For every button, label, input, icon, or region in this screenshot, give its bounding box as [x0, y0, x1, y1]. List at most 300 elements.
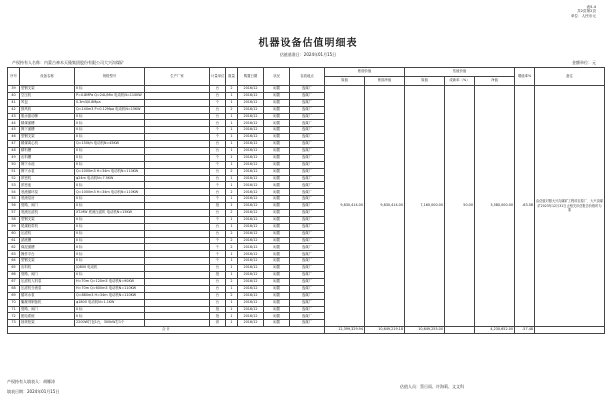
row-seq: 70 [8, 299, 20, 306]
total-est-rate [445, 327, 475, 334]
row-location: 选煤厂 [290, 134, 325, 141]
row-maker [145, 134, 210, 141]
row-unit: 个 [210, 99, 226, 106]
row-spec: II 标 [75, 86, 145, 93]
row-location: 选煤厂 [290, 154, 325, 161]
row-unit: 个 [210, 182, 226, 189]
row-location: 选煤厂 [290, 161, 325, 168]
row-maker [145, 127, 210, 134]
row-unit: 台 [210, 106, 226, 113]
amount-unit: 金额单位：元 [572, 60, 596, 65]
row-spec: H=70m Q=120m3 电动机N=90KW [75, 278, 145, 285]
row-unit: 台 [210, 223, 226, 230]
row-spec: II 标 [75, 161, 145, 168]
row-location: 选煤厂 [290, 148, 325, 155]
row-spec: II 标 [75, 230, 145, 237]
row-qty: 1 [226, 285, 238, 292]
col-date: 购置日期 [238, 68, 264, 86]
row-maker [145, 216, 210, 223]
row-name: 压滤机入料泵 [20, 278, 75, 285]
row-seq: 59 [8, 223, 20, 230]
row-maker [145, 320, 210, 327]
row-status: 闲置 [264, 258, 290, 265]
row-qty: 1 [226, 120, 238, 127]
row-unit: 台 [210, 148, 226, 155]
row-date: 2016/12 [238, 265, 264, 272]
row-date: 2016/12 [238, 196, 264, 203]
row-spec: II 标 [75, 148, 145, 155]
row-maker [145, 313, 210, 320]
row-name: 循环水泵 [20, 292, 75, 299]
row-maker [145, 148, 210, 155]
row-status: 闲置 [264, 86, 290, 93]
row-date: 2016/12 [238, 141, 264, 148]
row-spec: II 标 [75, 272, 145, 279]
row-seq: 56 [8, 203, 20, 210]
row-seq: 48 [8, 148, 20, 155]
row-maker [145, 106, 210, 113]
valuers: 估值人员：蔡日雨、许海莉、文文科 [400, 384, 464, 389]
row-qty: 1 [226, 161, 238, 168]
row-qty: 1 [226, 99, 238, 106]
row-unit: 批 [210, 203, 226, 210]
row-seq: 64 [8, 258, 20, 265]
fill-date: 填表日期：2024年01月15日 [7, 389, 60, 394]
row-location: 选煤厂 [290, 278, 325, 285]
row-spec: II 标 [75, 196, 145, 203]
row-maker [145, 182, 210, 189]
row-maker [145, 168, 210, 175]
row-location: 选煤厂 [290, 258, 325, 265]
row-spec: II 标 [75, 120, 145, 127]
row-seq: 69 [8, 292, 20, 299]
row-seq: 44 [8, 120, 20, 127]
row-status: 闲置 [264, 99, 290, 106]
row-status: 闲置 [264, 154, 290, 161]
row-status: 闲置 [264, 168, 290, 175]
row-date: 2016/12 [238, 106, 264, 113]
row-date: 2016/12 [238, 182, 264, 189]
row-date: 2016/12 [238, 154, 264, 161]
row-unit: 个 [210, 237, 226, 244]
row-seq: 53 [8, 182, 20, 189]
row-maker [145, 113, 210, 120]
total-est-net: 4,230,652.00 [475, 327, 515, 334]
row-seq: 68 [8, 285, 20, 292]
row-unit: 套 [210, 320, 226, 327]
col-book-net: 账面净值 [365, 77, 405, 86]
row-seq: 57 [8, 210, 20, 217]
row-location: 选煤厂 [290, 244, 325, 251]
row-status: 闲置 [264, 148, 290, 155]
group-est-rate: 50.00 [445, 86, 475, 327]
row-maker [145, 161, 210, 168]
row-status: 闲置 [264, 251, 290, 258]
row-unit: 个 [210, 244, 226, 251]
row-seq: 52 [8, 175, 20, 182]
row-unit: 台 [210, 230, 226, 237]
row-name: 压滤机分流泵 [20, 285, 75, 292]
row-date: 2016/12 [238, 210, 264, 217]
row-location: 选煤厂 [290, 92, 325, 99]
company-line: 产权持有人名称：内蒙古神木天隆集团股份有限公司大兴沟煤矿 [12, 60, 124, 65]
row-qty: 2 [226, 106, 238, 113]
col-seq: 序号 [8, 68, 20, 86]
row-qty: 1 [226, 216, 238, 223]
row-maker [145, 299, 210, 306]
row-name: 管路、阀门 [20, 203, 75, 210]
row-status: 闲置 [264, 196, 290, 203]
row-date: 2016/12 [238, 285, 264, 292]
row-status: 闲置 [264, 278, 290, 285]
row-status: 闲置 [264, 210, 290, 217]
row-maker [145, 278, 210, 285]
row-maker [145, 223, 210, 230]
group-est-net: 3,580,000.00 [475, 86, 515, 327]
row-status: 闲置 [264, 203, 290, 210]
row-maker [145, 210, 210, 217]
total-diff: -57.48 [515, 327, 535, 334]
row-seq: 66 [8, 272, 20, 279]
total-label: 合 计 [8, 327, 325, 334]
row-name: 鼓风机 [20, 106, 75, 113]
row-unit: 台 [210, 278, 226, 285]
valuation-date: 估值基准日：2024年01月15日 [279, 52, 337, 57]
col-est-orig: 原值 [405, 77, 445, 86]
col-book-orig: 原值 [325, 77, 365, 86]
row-location: 选煤厂 [290, 168, 325, 175]
row-unit: 个 [210, 251, 226, 258]
row-spec: Q=1000m3 H=34m 电动机N=110KW [75, 168, 145, 175]
col-qty: 数量 [226, 68, 238, 86]
row-name: 精料槽 [20, 148, 75, 155]
row-location: 选煤厂 [290, 285, 325, 292]
row-date: 2016/12 [238, 272, 264, 279]
row-spec: φ24m 电动机N=7.5KW [75, 175, 145, 182]
row-unit: 个 [210, 196, 226, 203]
row-status: 闲置 [264, 175, 290, 182]
row-status: 闲置 [264, 182, 290, 189]
row-location: 选煤厂 [290, 216, 325, 223]
row-seq: 50 [8, 161, 20, 168]
row-location: 选煤厂 [290, 113, 325, 120]
row-seq: 65 [8, 265, 20, 272]
group-book-net: 9,830,414.00 [365, 86, 405, 327]
col-status: 状况 [264, 68, 290, 86]
row-date: 2016/12 [238, 306, 264, 313]
row-spec: II 标 [75, 216, 145, 223]
row-qty: 2 [226, 86, 238, 93]
row-status: 闲置 [264, 161, 290, 168]
row-name: 浓密机 [20, 175, 75, 182]
row-date: 2016/12 [238, 292, 264, 299]
row-seq: 61 [8, 237, 20, 244]
row-name: 管路、阀门 [20, 306, 75, 313]
row-seq: 67 [8, 278, 20, 285]
row-qty: 1 [226, 148, 238, 155]
total-row [8, 327, 605, 334]
row-seq: 55 [8, 196, 20, 203]
row-name: 底流压滤机 [20, 210, 75, 217]
row-unit: 台 [210, 92, 226, 99]
row-maker [145, 258, 210, 265]
row-location: 选煤厂 [290, 99, 325, 106]
row-seq: 42 [8, 106, 20, 113]
row-date: 2016/12 [238, 86, 264, 93]
total-note [535, 327, 605, 334]
row-date: 2016/12 [238, 216, 264, 223]
page-title: 机器设备估值明细表 [258, 38, 358, 49]
row-location: 选煤厂 [290, 223, 325, 230]
row-spec: II 标 [75, 237, 145, 244]
col-est-rate: 成新率（%） [445, 77, 475, 86]
total-book-orig: 12,399,329.94 [325, 327, 365, 334]
row-maker [145, 203, 210, 210]
row-location: 选煤厂 [290, 292, 325, 299]
row-qty: 2 [226, 230, 238, 237]
row-name: 型钢支架 [20, 216, 75, 223]
row-unit: 台 [210, 210, 226, 217]
row-spec: 2200W打包1台，300kW打1个 [75, 320, 145, 327]
row-maker [145, 154, 210, 161]
row-maker [145, 189, 210, 196]
table-filler: 产权持有人填表人：胡娜涛 [7, 379, 55, 384]
row-maker [145, 120, 210, 127]
row-unit: 批 [210, 272, 226, 279]
row-maker [145, 92, 210, 99]
row-status: 闲置 [264, 244, 290, 251]
row-unit: 台 [210, 86, 226, 93]
row-status: 闲置 [264, 306, 290, 313]
row-name: 絮凝剂制备机 [20, 299, 75, 306]
row-location: 选煤厂 [290, 320, 325, 327]
row-name: 精煤离心机 [20, 141, 75, 148]
row-location: 选煤厂 [290, 313, 325, 320]
row-qty: 1 [226, 203, 238, 210]
row-date: 2016/12 [238, 244, 264, 251]
row-unit: 个 [210, 161, 226, 168]
col-note: 备注 [535, 68, 605, 86]
col-est-group: 估值价值 [405, 68, 515, 77]
row-location: 选煤厂 [290, 86, 325, 93]
row-unit: 台 [210, 189, 226, 196]
row-seq: 73 [8, 320, 20, 327]
row-status: 闲置 [264, 127, 290, 134]
row-qty: 1 [226, 313, 238, 320]
row-status: 闲置 [264, 106, 290, 113]
row-status: 闲置 [264, 320, 290, 327]
row-location: 选煤厂 [290, 306, 325, 313]
row-date: 2016/12 [238, 148, 264, 155]
form-number: 表5-4 [586, 5, 596, 9]
row-location: 选煤厂 [290, 175, 325, 182]
row-status: 闲置 [264, 272, 290, 279]
row-maker [145, 244, 210, 251]
row-maker [145, 265, 210, 272]
row-seq: 63 [8, 251, 20, 258]
row-status: 闲置 [264, 237, 290, 244]
col-spec: 规格型号 [75, 68, 145, 86]
row-location: 选煤厂 [290, 120, 325, 127]
row-spec: II 标 [75, 134, 145, 141]
row-qty: 2 [226, 210, 238, 217]
table-body [8, 86, 605, 334]
row-maker [145, 230, 210, 237]
row-location: 选煤厂 [290, 141, 325, 148]
row-name: 型钢支架 [20, 258, 75, 265]
row-qty: 1 [226, 92, 238, 99]
row-date: 2016/12 [238, 258, 264, 265]
row-location: 选煤厂 [290, 189, 325, 196]
group-note: 由估值对照大兴沟煤矿工程项目原厂、大兴沟煤矿2023年12月31日止相关评估报告价格时为准 [535, 86, 605, 327]
row-date: 2016/12 [238, 230, 264, 237]
row-name: 脱水振动筛 [20, 113, 75, 120]
row-location: 选煤厂 [290, 299, 325, 306]
table-row [8, 86, 605, 93]
row-unit: 个 [210, 127, 226, 134]
row-name: 浓密池 [20, 182, 75, 189]
row-date: 2016/12 [238, 223, 264, 230]
row-qty: 1 [226, 141, 238, 148]
row-date: 2016/12 [238, 161, 264, 168]
row-spec: φ1800 电动机N=1.1KW [75, 299, 145, 306]
row-unit: 个 [210, 154, 226, 161]
row-name: 型钢支架 [20, 86, 75, 93]
row-qty: 1 [226, 196, 238, 203]
row-seq: 54 [8, 189, 20, 196]
row-date: 2016/12 [238, 299, 264, 306]
group-diff: -63.58 [515, 86, 535, 327]
row-status: 闲置 [264, 230, 290, 237]
row-name: 筛下水泵 [20, 168, 75, 175]
row-unit: 台 [210, 168, 226, 175]
row-name: 筛下溜槽 [20, 127, 75, 134]
row-spec: II 标 [75, 223, 145, 230]
row-qty: 1 [226, 134, 238, 141]
row-location: 选煤厂 [290, 182, 325, 189]
row-seq: 62 [8, 244, 20, 251]
row-qty: 1 [226, 272, 238, 279]
row-status: 闲置 [264, 141, 290, 148]
row-status: 闲置 [264, 113, 290, 120]
row-maker [145, 306, 210, 313]
row-qty: 2 [226, 168, 238, 175]
row-maker [145, 141, 210, 148]
row-status: 闲置 [264, 285, 290, 292]
row-unit: 台 [210, 175, 226, 182]
page-meta [571, 5, 596, 18]
row-qty: 1 [226, 182, 238, 189]
row-name: 底流泵房 [20, 196, 75, 203]
row-qty: 1 [226, 113, 238, 120]
currency-unit: 单位：人民币元 [570, 13, 596, 18]
row-date: 2016/12 [238, 113, 264, 120]
row-status: 闲置 [264, 189, 290, 196]
row-seq: 39 [8, 86, 20, 93]
row-location: 选煤厂 [290, 127, 325, 134]
row-seq: 60 [8, 230, 20, 237]
row-spec: JQ800 电动机 [75, 265, 145, 272]
row-location: 选煤厂 [290, 272, 325, 279]
row-location: 选煤厂 [290, 203, 325, 210]
row-qty: 1 [226, 306, 238, 313]
row-name: 管路、阀门 [20, 272, 75, 279]
row-location: 选煤厂 [290, 237, 325, 244]
row-name: 抽采柜架 [20, 320, 75, 327]
row-qty: 1 [226, 299, 238, 306]
row-seq: 71 [8, 306, 20, 313]
page-number: 共2页第2页 [577, 9, 596, 14]
row-date: 2016/12 [238, 175, 264, 182]
row-name: 空压机 [20, 92, 75, 99]
row-maker [145, 196, 210, 203]
col-location: 存放地点 [290, 68, 325, 86]
row-maker [145, 237, 210, 244]
row-status: 闲置 [264, 216, 290, 223]
row-spec: II 标 [75, 154, 145, 161]
row-location: 选煤厂 [290, 230, 325, 237]
row-unit: 台 [210, 285, 226, 292]
row-qty: 1 [226, 223, 238, 230]
row-qty: 2 [226, 278, 238, 285]
row-spec: II 标 [75, 182, 145, 189]
row-spec: 0.3m3/0.8Mpa [75, 99, 145, 106]
row-name: 滤液槽 [20, 237, 75, 244]
row-seq: 41 [8, 99, 20, 106]
row-maker [145, 86, 210, 93]
row-name: 型钢支架 [20, 134, 75, 141]
row-maker [145, 251, 210, 258]
row-spec: II 标 [75, 306, 145, 313]
group-book-orig: 9,830,414.00 [325, 86, 365, 327]
equipment-table [7, 67, 605, 334]
row-name: 尾煤胶带机 [20, 223, 75, 230]
row-status: 闲置 [264, 313, 290, 320]
row-seq: 43 [8, 113, 20, 120]
row-unit: 台 [210, 299, 226, 306]
row-status: 闲置 [264, 292, 290, 299]
row-status: 闲置 [264, 134, 290, 141]
row-name: 出料机 [20, 265, 75, 272]
row-qty: 1 [226, 265, 238, 272]
row-date: 2016/12 [238, 127, 264, 134]
row-date: 2016/12 [238, 237, 264, 244]
row-date: 2016/12 [238, 134, 264, 141]
row-date: 2016/12 [238, 251, 264, 258]
row-date: 2016/12 [238, 92, 264, 99]
row-location: 选煤厂 [290, 196, 325, 203]
row-seq: 47 [8, 141, 20, 148]
row-maker [145, 175, 210, 182]
row-spec: II 标 [75, 258, 145, 265]
row-unit: 台 [210, 141, 226, 148]
row-name: 出料槽 [20, 154, 75, 161]
row-status: 闲置 [264, 223, 290, 230]
row-qty: 1 [226, 251, 238, 258]
col-book-group: 账面价值 [325, 68, 405, 77]
row-unit: 台 [210, 120, 226, 127]
col-name: 设备名称 [20, 68, 75, 86]
row-seq: 49 [8, 154, 20, 161]
row-qty: 1 [226, 175, 238, 182]
row-spec: P=0.8MPa Q=24L/Min 电动机N=110KW [75, 92, 145, 99]
row-seq: 46 [8, 134, 20, 141]
row-seq: 45 [8, 127, 20, 134]
row-qty: 1 [226, 258, 238, 265]
row-unit: 批 [210, 306, 226, 313]
row-location: 选煤厂 [290, 251, 325, 258]
row-spec: II 标 [75, 313, 145, 320]
